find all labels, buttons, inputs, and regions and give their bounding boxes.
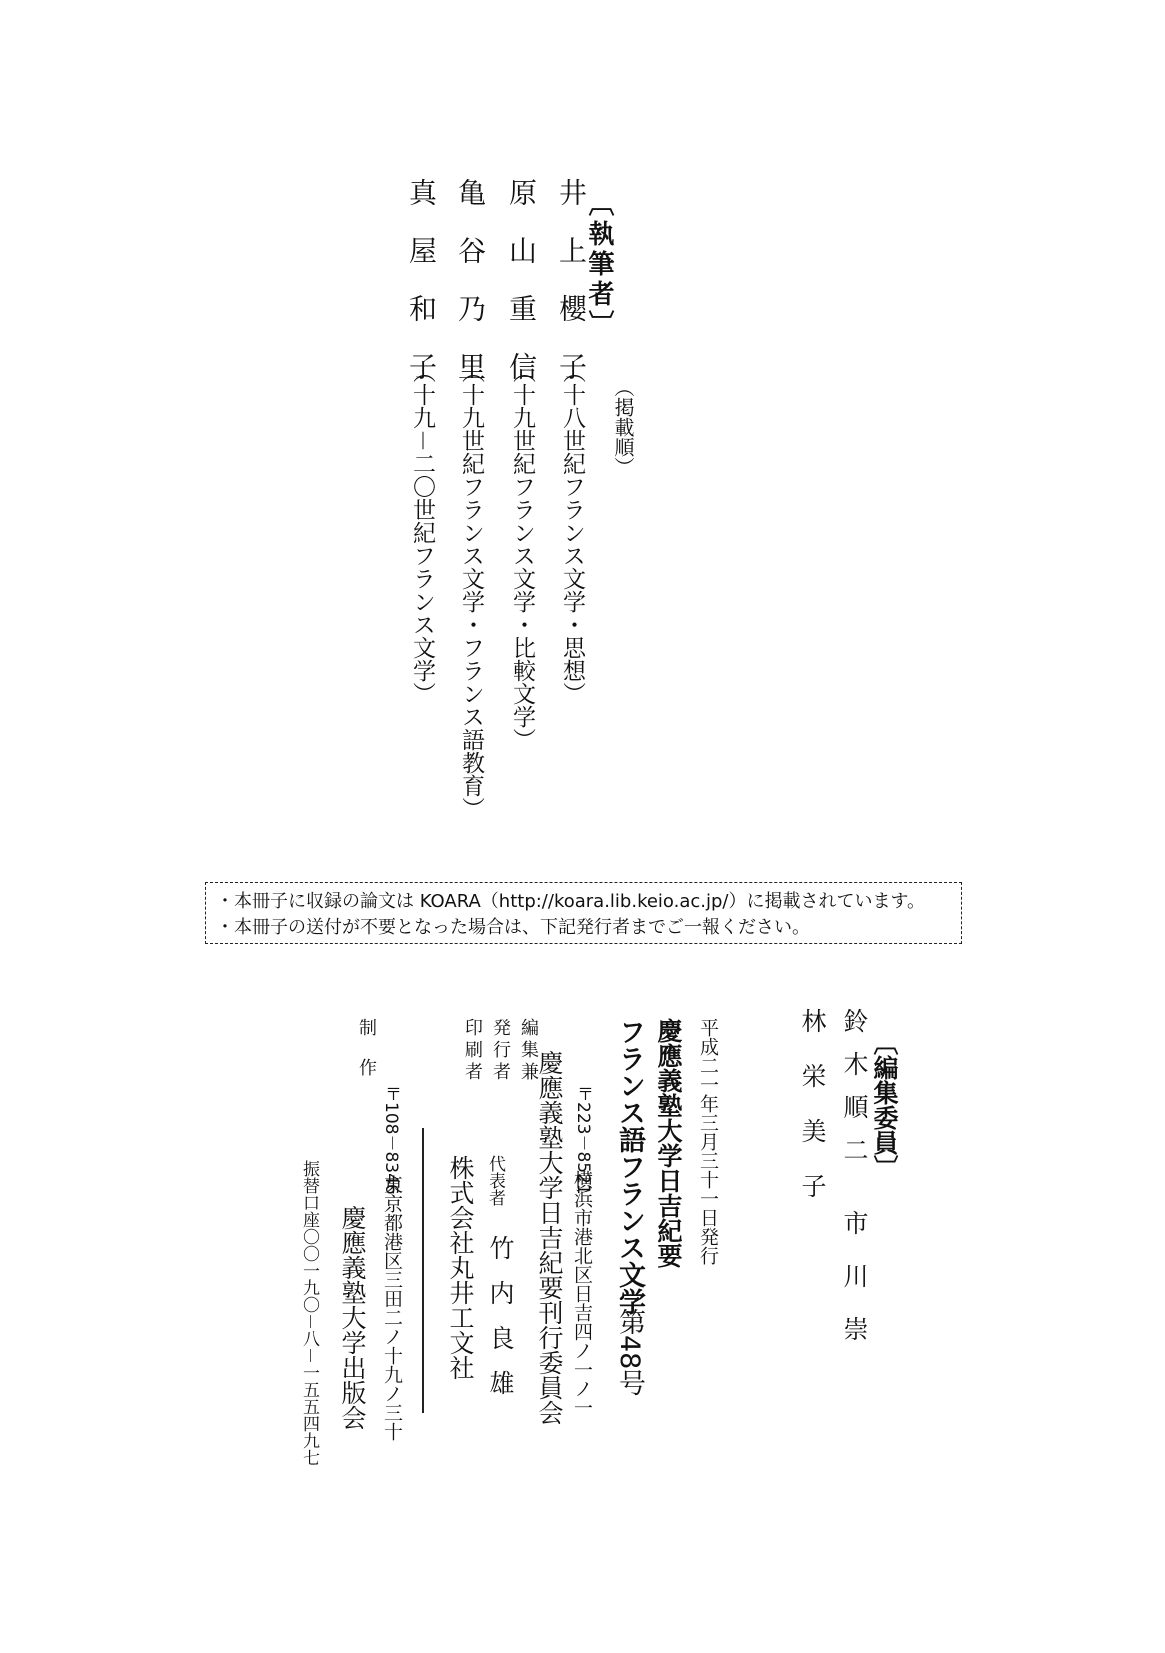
contributor-field-3: （十九世紀フランス文学・フランス語教育） (458, 360, 484, 820)
representative-name: 竹内良雄 (486, 1235, 515, 1415)
contributor-field-1: （十八世紀フランス文学・思想） (559, 360, 585, 705)
editor-publisher-committee: 慶應義塾大学日吉紀要刊行委員会 (535, 1050, 564, 1425)
notice-line-koara: ・本冊子に収録の論文は KOARA（http://koara.lib.keio.ac.jp/）に掲載されています。 (216, 891, 926, 912)
issue-number: 第48号 (614, 1308, 645, 1397)
bulletin-name: 慶應義塾大学日吉紀要 (654, 1018, 683, 1268)
contributors-order-note: （掲載順） (611, 377, 635, 477)
journal-title: フランス語フランス文学 (614, 1018, 645, 1315)
notice-line-unsubscribe: ・本冊子の送付が不要となった場合は、下記発行者までご一報ください。 (216, 917, 810, 938)
contributor-field-2: （十九世紀フランス文学・比較文学） (509, 360, 535, 751)
role-editor-publisher-a: 編集兼 (518, 1018, 539, 1084)
contributor-name-1: 井上櫻子 (555, 178, 588, 410)
editor-name-1: 鈴木順二 (840, 1008, 869, 1180)
contributor-field-4: （十九－二〇世紀フランス文学） (409, 360, 435, 705)
contributor-name-3: 亀谷乃里 (454, 178, 487, 410)
transfer-account: 振替口座〇〇一九〇－八－一五五四九七 (299, 1160, 319, 1466)
role-editor-publisher-b: 発行者 (490, 1018, 511, 1084)
koara-notice-box (205, 882, 962, 944)
publication-date: 平成二一年三月三十一日発行 (697, 1018, 719, 1265)
editors-heading: 〔編集委員〕 (870, 1030, 899, 1180)
postal-code-mita: 〒108－8346 (381, 1085, 401, 1195)
producer-name: 慶應義塾大学出版会 (338, 1205, 367, 1430)
contributor-name-2: 原山重信 (505, 178, 538, 410)
address-mita: 東京都港区三田二ノ十九ノ三十 (381, 1175, 403, 1441)
editor-name-2: 市川崇 (840, 1210, 869, 1369)
colophon-divider (422, 1128, 424, 1413)
postal-code-hiyoshi: 〒223－8521 (573, 1085, 593, 1195)
contributors-heading: 〔執筆者〕 (584, 190, 614, 340)
representative-label: 代表者 (485, 1155, 505, 1206)
role-production: 制作 (356, 1018, 377, 1098)
role-printer: 印刷者 (462, 1018, 483, 1084)
printer-company: 株式会社丸井工文社 (446, 1155, 475, 1380)
address-hiyoshi: 横浜市港北区日吉四ノ一ノ一 (571, 1170, 593, 1417)
contributor-name-4: 真屋和子 (405, 178, 438, 410)
editor-name-3: 林栄美子 (798, 1008, 827, 1228)
